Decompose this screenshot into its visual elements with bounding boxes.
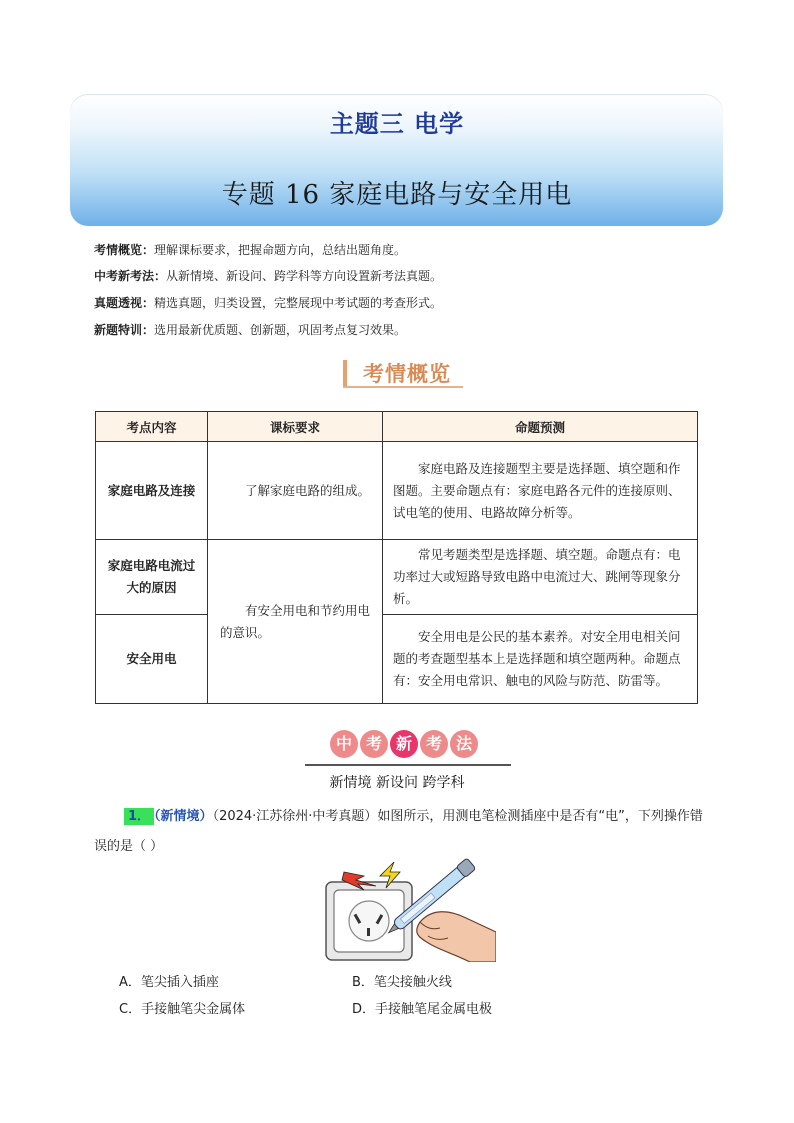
option-c: C．手接触笔尖金属体 xyxy=(119,1002,246,1017)
badge: 法 xyxy=(450,730,478,758)
exam-overview-table xyxy=(95,411,698,704)
table-header: 命题预测 xyxy=(383,412,698,442)
table-cell: 家庭电路及连接 xyxy=(96,442,208,540)
theme-title: 主题三 电学 xyxy=(329,110,465,138)
table-cell: 家庭电路及连接题型主要是选择题、填空题和作图题。主要命题点有：家庭电路各元件的连接原则、试电笔的使用、电路故障分析等。 xyxy=(383,442,698,540)
table-header: 考点内容 xyxy=(96,412,208,442)
divider xyxy=(305,764,511,766)
question-source: （2024·江苏徐州·中考真题） xyxy=(212,809,378,824)
table-cell: 有安全用电和节约用电的意识。 xyxy=(208,540,383,704)
badge: 新 xyxy=(390,730,418,758)
intro-line: 中考新考法：从新情境、新设问、跨学科等方向设置新考法真题。 xyxy=(94,269,443,283)
table-cell: 了解家庭电路的组成。 xyxy=(208,442,383,540)
table-header-row xyxy=(96,412,698,442)
table-cell: 家庭电路电流过大的原因 xyxy=(96,540,208,615)
question-1 xyxy=(94,802,704,862)
question-tag: （新情境） xyxy=(154,809,213,824)
test-pen-socket-illustration xyxy=(320,858,496,962)
intro-line: 新题特训：选用最新优质题、创新题，巩固考点复习效果。 xyxy=(94,323,407,337)
table-row xyxy=(96,615,698,704)
intro-line: 真题透视：精选真题，归类设置，完整展现中考试题的考查形式。 xyxy=(94,296,443,310)
question-number: 1． xyxy=(124,808,154,825)
topic-title: 专题 16 家庭电路与安全用电 xyxy=(221,180,573,210)
table-header: 课标要求 xyxy=(208,412,383,442)
question-stem: 如图所示，用测电笔检测插座中是否有“电”，下列操作错误的是（ ） xyxy=(94,809,703,854)
new-method-subtitle: 新情境 新设问 跨学科 xyxy=(329,775,465,791)
intro-line: 考情概览：理解课标要求，把握命题方向，总结出题角度。 xyxy=(94,243,407,257)
badge: 考 xyxy=(360,730,388,758)
option-d: D．手接触笔尾金属电极 xyxy=(352,1002,493,1017)
table-cell: 安全用电 xyxy=(96,615,208,704)
option-a: A．笔尖插入插座 xyxy=(119,975,219,990)
badge: 中 xyxy=(330,730,358,758)
table-cell: 常见考题类型是选择题、填空题。命题点有：电功率过大或短路导致电路中电流过大、跳闸等现象分析。 xyxy=(383,540,698,615)
badge: 考 xyxy=(420,730,448,758)
table-row xyxy=(96,442,698,540)
table-cell: 安全用电是公民的基本素养。对安全用电相关问题的考查题型基本上是选择题和填空题两种。命题点有：安全用电常识、触电的风险与防范、防雷等。 xyxy=(383,615,698,704)
section-heading-overview: 考情概览 xyxy=(343,352,463,388)
table-row xyxy=(96,540,698,615)
option-b: B．笔尖接触火线 xyxy=(352,975,452,990)
